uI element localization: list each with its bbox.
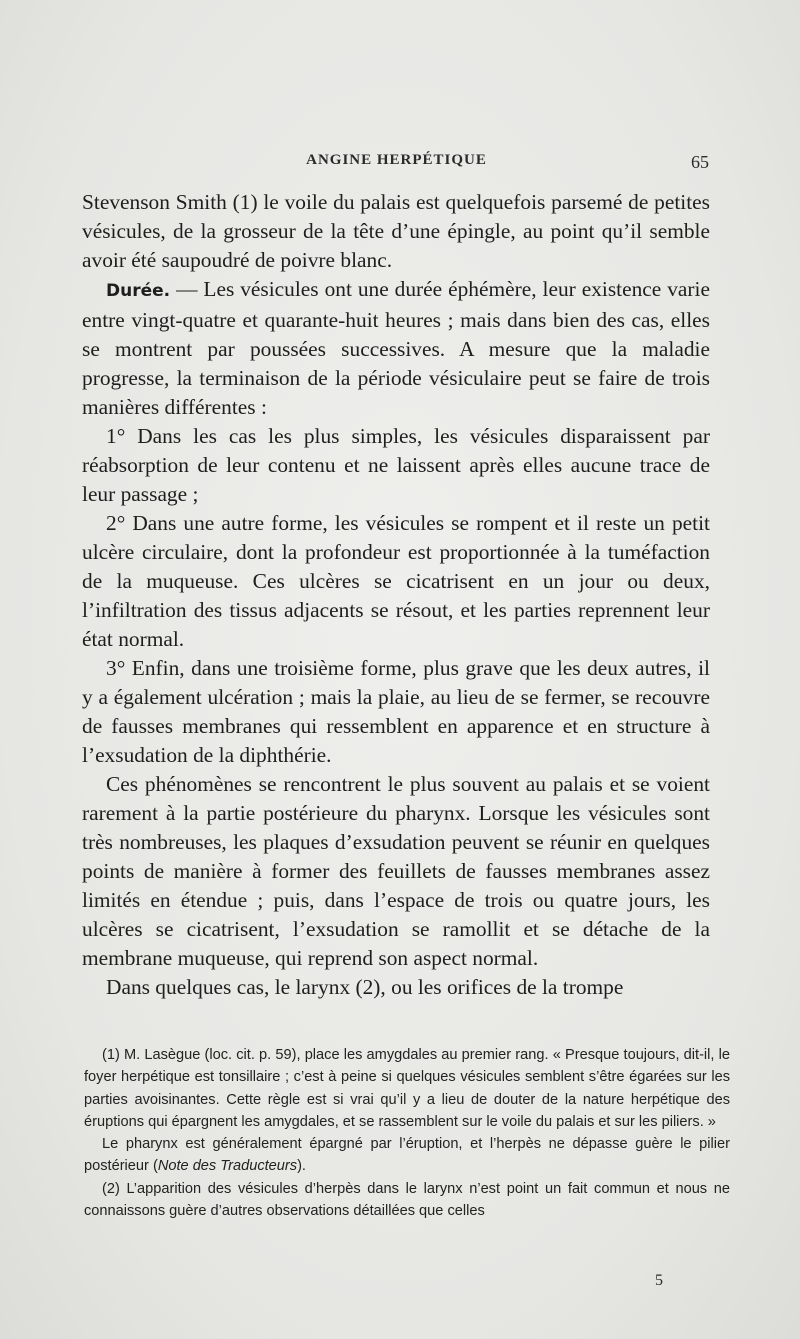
paragraph-case-1: 1° Dans les cas les plus simples, les vésicules disparaissent par réabsorption de leur contenu et ne laissent après elles aucune trace de leur passage ;: [82, 424, 710, 506]
paragraph-case-2: 2° Dans une autre forme, les vésicules se rompent et il reste un petit ulcère circulaire, dont la profondeur est proportionnée à la tuméfaction de la muqueuse. Ces ulcères se cicatrisent en un jour ou deux, l’infiltration des tissus adjacents se résout, et les parties reprennent leur état normal.: [82, 511, 710, 651]
paragraph-case-3: 3° Enfin, dans une troisième forme, plus grave que les deux autres, il y a également ulcération ; mais la plaie, au lieu de se fermer, se recouvre de fausses membranes qui ressemblent en apparence et en structure à l’exsudation de la diphthérie.: [82, 656, 710, 767]
footnote-1-continued-end: ).: [297, 1158, 306, 1175]
page-number: 65: [691, 152, 709, 172]
footnote-1: (1) M. Lasègue (loc. cit. p. 59), place les amygdales au premier rang. « Presque toujours, dit-il, le foyer herpétique est tonsillaire ; c’est à peine si quelques vésicules semblent s’être égarées sur les parties avoisinantes. Cette règle est si vrai qu’il y a lieu de douter de la nature herpétique des éruptions qui épargnent les amygdales, et se rassemblent sur le voile du palais et sur les piliers. »: [84, 1047, 730, 1130]
footnote-2: (2) L’apparition des vésicules d’herpès dans le larynx n’est point un fait commun et nous ne connaissons guère d’autres observations détaillées que celles: [84, 1180, 730, 1220]
paragraph-duree-text: — Les vésicules ont une durée éphémère, leur existence varie entre vingt-quatre et quarante-huit heures ; mais dans bien des cas, elles se montrent par poussées successives. A mesure que la maladie progresse, la terminaison de la période vésiculaire peut se faire de trois manières différentes :: [82, 277, 710, 419]
paragraph-1: Stevenson Smith (1) le voile du palais est quelquefois parsemé de petites vésicules, de la grosseur de la tête d’une épingle, au point qu’il semble avoir été saupoudré de poivre blanc.: [82, 190, 710, 272]
running-title: ANGINE HERPÉTIQUE: [306, 152, 487, 168]
main-text: [82, 188, 710, 1002]
signature-mark: 5: [655, 1272, 663, 1289]
paragraph-phenomenes: Ces phénomènes se rencontrent le plus souvent au palais et se voient rarement à la partie postérieure du pharynx. Lorsque les vésicules sont très nombreuses, les plaques d’exsudation peuvent se réunir en quelques points de manière à former des feuillets de fausses membranes assez limités en étendue ; puis, dans l’espace de trois ou quatre jours, les ulcères se cicatrisent, l’exsudation se ramollit et se détache de la membrane muqueuse, qui reprend son aspect normal.: [82, 772, 710, 970]
paragraph-larynx: Dans quelques cas, le larynx (2), ou les orifices de la trompe: [106, 975, 624, 999]
footnote-1-continued-text: Le pharynx est généralement épargné par l’éruption, et l’herpès ne dépasse guère le pilier postérieur (: [84, 1136, 730, 1175]
page-header: [84, 152, 709, 174]
footnotes: [84, 1044, 730, 1222]
footnote-1-continued: [84, 1133, 730, 1178]
run-in-heading-duree: Durée.: [106, 281, 171, 301]
paragraph-duree: [82, 275, 710, 422]
translators-note: Note des Traducteurs: [157, 1158, 298, 1175]
